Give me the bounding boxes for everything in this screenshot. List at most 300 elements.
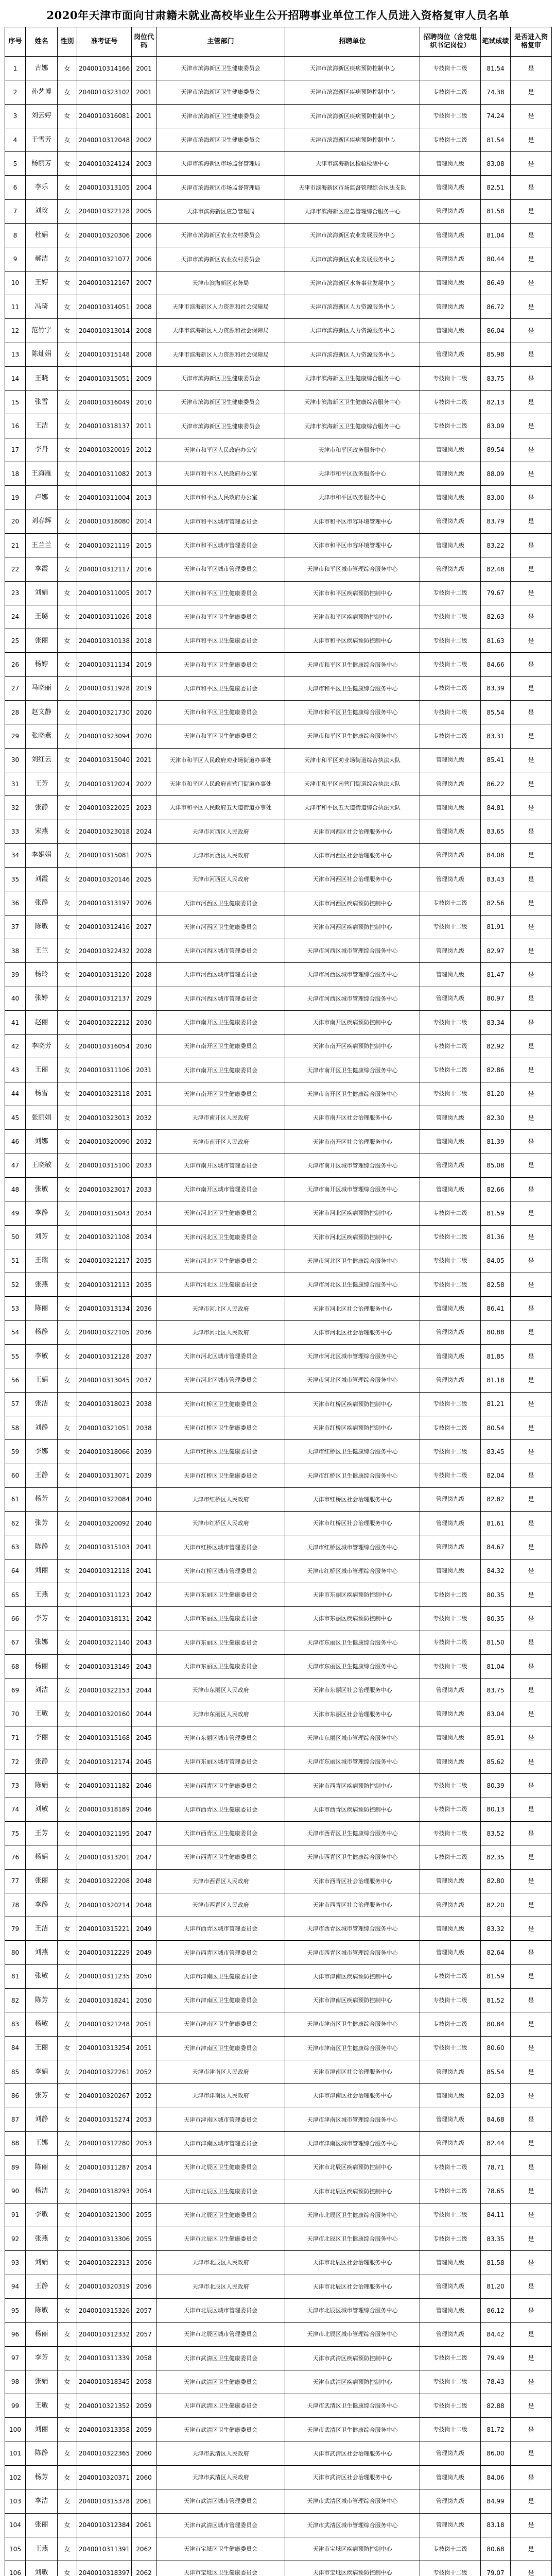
ticket-number-cell: 2040010312137 [77,987,132,1010]
position-code-cell: 2005 [132,199,157,223]
employer-cell: 天津市和平区疾病预防控制中心 [285,629,420,653]
score-cell: 82.66 [481,1177,511,1201]
score-cell: 80.84 [481,2012,511,2036]
score-cell: 86.12 [481,2298,511,2322]
department-cell: 天津市北辰区卫生健康委员会 [157,2156,285,2179]
ticket-number-cell: 2040010322025 [77,796,132,820]
score-cell: 81.21 [481,1392,511,1416]
department-cell: 天津市河西区人民政府 [157,868,285,891]
row-number-cell: 87 [5,2108,26,2131]
department-cell: 天津市和平区人民政府办公室 [157,438,285,462]
department-cell: 天津市南开区卫生健康委员会 [157,1058,285,1082]
department-cell: 天津市滨海新区水务局 [157,271,285,295]
gender-cell: 女 [58,2227,77,2251]
review-status-cell: 是 [511,605,552,629]
position-code-cell: 2060 [132,2465,157,2489]
table-row [5,653,552,676]
ticket-number-cell: 2040010311339 [77,2346,132,2370]
review-status-cell: 是 [511,1559,552,1583]
employer-cell: 天津市东丽区城市管理综合服务中心 [285,1726,420,1750]
review-status-cell: 是 [511,1726,552,1750]
position-cell: 管理岗九级 [420,462,481,486]
position-code-cell: 2051 [132,2012,157,2036]
document-title: 2020年天津市面向甘肃籍未就业高校毕业生公开招聘事业单位工作人员进入资格复审人员名单 [46,9,510,22]
review-status-cell: 是 [511,391,552,414]
review-status-cell: 是 [511,2108,552,2131]
name-cell: 范竹宇 [26,319,58,343]
position-code-cell: 2041 [132,1559,157,1583]
name-cell: 王静 [26,1464,58,1487]
position-cell: 专技岗十二级 [420,1249,481,1273]
position-cell: 专技岗十二级 [420,1583,481,1607]
review-status-cell: 是 [511,748,552,772]
score-cell: 81.58 [481,2251,511,2275]
row-number-cell: 33 [5,820,26,843]
score-cell: 86.22 [481,772,511,795]
ticket-number-cell: 2040010313105 [77,176,132,199]
position-code-cell: 2031 [132,1058,157,1082]
review-status-cell: 是 [511,724,552,748]
score-cell: 84.05 [481,1249,511,1273]
ticket-number-cell: 2040010316054 [77,1035,132,1058]
review-status-cell: 是 [511,104,552,128]
name-cell: 王丽 [26,1058,58,1082]
position-cell: 专技岗十二级 [420,2179,481,2203]
score-cell: 83.79 [481,510,511,533]
gender-cell: 女 [58,295,77,318]
ticket-number-cell: 2040010322365 [77,2442,132,2465]
employer-cell: 天津市滨海新区卫生健康综合服务中心 [285,366,420,390]
score-cell: 84.66 [481,653,511,676]
employer-cell: 天津市滨海新区市场监督管理综合执法支队 [285,176,420,199]
department-cell: 天津市和平区卫生健康委员会 [157,581,285,605]
name-cell: 王洁 [26,1917,58,1941]
position-cell: 管理岗九级 [420,748,481,772]
name-cell: 王静 [26,2275,58,2298]
name-cell: 杨婷 [26,653,58,676]
review-status-cell: 是 [511,557,552,581]
gender-cell: 女 [58,2131,77,2155]
position-cell: 管理岗九级 [420,152,481,176]
row-number-cell: 47 [5,1154,26,1177]
employer-cell: 天津市滨海新区农业发展服务中心 [285,247,420,271]
table-row [5,1130,552,1154]
gender-cell: 女 [58,2179,77,2203]
position-code-cell: 2048 [132,1893,157,1917]
review-status-cell: 是 [511,1964,552,1988]
row-number-cell: 23 [5,581,26,605]
name-cell: 王晓 [26,366,58,390]
table-row [5,605,552,629]
position-code-cell: 2039 [132,1440,157,1464]
ticket-number-cell: 2040010313071 [77,1464,132,1487]
row-number-cell: 29 [5,724,26,748]
review-status-cell: 是 [511,1487,552,1511]
department-cell: 天津市武清区城市管理委员会 [157,2489,285,2513]
position-cell: 专技岗十二级 [420,2561,481,2576]
table-row [5,57,552,80]
department-cell: 天津市滨海新区卫生健康委员会 [157,391,285,414]
row-number-cell: 82 [5,1989,26,2012]
ticket-number-cell: 2040010323018 [77,820,132,843]
name-cell: 李晓芳 [26,1035,58,1058]
name-cell: 杨雪 [26,1082,58,1106]
ticket-number-cell: 2040010312384 [77,2513,132,2537]
table-row [5,2060,552,2083]
row-number-cell: 46 [5,1130,26,1154]
gender-cell: 女 [58,2537,77,2561]
ticket-number-cell: 2040010318189 [77,1798,132,1821]
table-row [5,152,552,176]
row-number-cell: 34 [5,843,26,867]
position-cell: 管理岗九级 [420,271,481,295]
row-number-cell: 96 [5,2323,26,2346]
name-cell: 张丽 [26,1869,58,1893]
review-status-cell: 是 [511,271,552,295]
ticket-number-cell: 2040010311026 [77,605,132,629]
table-row [5,987,552,1010]
row-number-cell: 44 [5,1082,26,1106]
review-status-cell: 是 [511,963,552,987]
table-row [5,224,552,247]
position-cell: 管理岗九级 [420,199,481,223]
name-cell: 李静 [26,1893,58,1917]
name-cell: 张丽 [26,629,58,653]
gender-cell: 女 [58,2036,77,2060]
table-row [5,1821,552,1845]
department-cell: 天津市滨海新区卫生健康委员会 [157,104,285,128]
department-cell: 天津市津南区卫生健康委员会 [157,2012,285,2036]
review-status-cell: 是 [511,2060,552,2083]
score-cell: 80.35 [481,1607,511,1631]
position-code-cell: 2058 [132,2370,157,2394]
gender-cell: 女 [58,1750,77,1774]
gender-cell: 女 [58,1798,77,1821]
review-status-cell: 是 [511,915,552,939]
review-status-cell: 是 [511,199,552,223]
score-cell: 83.18 [481,2513,511,2537]
row-number-cell: 69 [5,1679,26,1702]
table-row [5,247,552,271]
position-cell: 管理岗九级 [420,2108,481,2131]
gender-cell: 女 [58,1368,77,1392]
department-cell: 天津市北辰区人民政府 [157,2275,285,2298]
employer-cell: 天津市河北区社会治理服务中心 [285,1320,420,1344]
table-body [5,57,552,2576]
employer-cell: 天津市西青区疾病预防控制中心 [285,1798,420,1821]
name-cell: 杨洁 [26,2179,58,2203]
review-status-cell: 是 [511,891,552,915]
gender-cell: 女 [58,1583,77,1607]
department-cell: 天津市滨海新区人力资源和社会保障局 [157,319,285,343]
review-status-cell: 是 [511,224,552,247]
score-cell: 81.20 [481,2275,511,2298]
review-status-cell: 是 [511,2084,552,2108]
score-cell: 79.67 [481,581,511,605]
employer-cell: 天津市东丽区疾病预防控制中心 [285,1607,420,1631]
score-cell: 83.22 [481,533,511,557]
row-number-cell: 67 [5,1631,26,1654]
review-status-cell: 是 [511,462,552,486]
gender-cell: 女 [58,1774,77,1798]
table-row [5,2036,552,2060]
table-row [5,2012,552,2036]
ticket-number-cell: 2040010323013 [77,1106,132,1130]
gender-cell: 女 [58,1631,77,1654]
table-row [5,176,552,199]
review-status-cell: 是 [511,414,552,438]
review-status-cell: 是 [511,1416,552,1439]
ticket-number-cell: 2040010312024 [77,772,132,795]
row-number-cell: 68 [5,1654,26,1678]
review-status-cell: 是 [511,2012,552,2036]
table-row [5,557,552,581]
employer-cell: 天津市和平区南营门街道综合执法大队 [285,772,420,795]
score-cell: 82.64 [481,1941,511,1964]
gender-cell: 女 [58,701,77,724]
row-number-cell: 40 [5,987,26,1010]
review-status-cell: 是 [511,1750,552,1774]
review-status-cell: 是 [511,80,552,104]
employer-cell: 天津市红桥区卫生健康综合服务中心 [285,1440,420,1464]
employer-cell: 天津市武清区城市管理综合服务中心 [285,2489,420,2513]
gender-cell: 女 [58,724,77,748]
name-cell: 王娟 [26,1368,58,1392]
gender-cell: 女 [58,1559,77,1583]
department-cell: 天津市西青区人民政府 [157,1893,285,1917]
position-cell: 管理岗九级 [420,1869,481,1893]
department-cell: 天津市河西区城市管理委员会 [157,939,285,962]
score-cell: 83.75 [481,366,511,390]
score-cell: 82.03 [481,2084,511,2108]
name-cell: 张晓燕 [26,724,58,748]
name-cell: 赵丽 [26,1010,58,1034]
review-status-cell: 是 [511,128,552,151]
position-code-cell: 2003 [132,152,157,176]
position-cell: 专技岗十二级 [420,701,481,724]
score-cell: 82.51 [481,176,511,199]
row-number-cell: 4 [5,128,26,151]
position-cell: 专技岗十二级 [420,605,481,629]
table-row [5,319,552,343]
gender-cell: 女 [58,653,77,676]
row-number-cell: 1 [5,57,26,80]
review-status-cell: 是 [511,843,552,867]
gender-cell: 女 [58,2561,77,2576]
score-cell: 81.04 [481,1654,511,1678]
department-cell: 天津市南开区卫生健康委员会 [157,1010,285,1034]
name-cell: 刘丽 [26,1559,58,1583]
department-cell: 天津市滨海新区农业农村委员会 [157,224,285,247]
table-row [5,2442,552,2465]
name-cell: 张洁 [26,1392,58,1416]
gender-cell: 女 [58,820,77,843]
gender-cell: 女 [58,772,77,795]
header-cell: 姓名 [26,27,58,57]
department-cell: 天津市和平区卫生健康委员会 [157,676,285,700]
gender-cell: 女 [58,510,77,533]
row-number-cell: 60 [5,1464,26,1487]
ticket-number-cell: 2040010315148 [77,343,132,366]
position-cell: 专技岗十二级 [420,1201,481,1225]
position-code-cell: 2051 [132,2036,157,2060]
position-code-cell: 2037 [132,1368,157,1392]
name-cell: 张芳 [26,1512,58,1535]
table-row [5,462,552,486]
department-cell: 天津市滨海新区人力资源和社会保障局 [157,295,285,318]
score-cell: 82.04 [481,1464,511,1487]
ticket-number-cell: 2040010314051 [77,295,132,318]
position-cell: 专技岗十二级 [420,1654,481,1678]
score-cell: 82.88 [481,2394,511,2418]
department-cell: 天津市西青区卫生健康委员会 [157,1798,285,1821]
employer-cell: 天津市滨海新区人力资源服务中心 [285,295,420,318]
position-cell: 管理岗九级 [420,1297,481,1320]
employer-cell: 天津市和平区疾病预防控制中心 [285,605,420,629]
department-cell: 天津市西青区卫生健康委员会 [157,1821,285,1845]
position-cell: 管理岗九级 [420,319,481,343]
row-number-cell: 89 [5,2156,26,2179]
employer-cell: 天津市红桥区疾病预防控制中心 [285,1416,420,1439]
gender-cell: 女 [58,1416,77,1439]
name-cell: 王敏 [26,2394,58,2418]
review-status-cell: 是 [511,1320,552,1344]
position-cell: 专技岗十二级 [420,2227,481,2251]
row-number-cell: 38 [5,939,26,962]
score-cell: 81.91 [481,915,511,939]
position-code-cell: 2029 [132,987,157,1010]
gender-cell: 女 [58,1702,77,1726]
department-cell: 天津市西青区城市管理委员会 [157,1917,285,1941]
employer-cell: 天津市河北区社会治理服务中心 [285,1297,420,1320]
review-status-cell: 是 [511,2489,552,2513]
gender-cell: 女 [58,1225,77,1249]
position-code-cell: 2036 [132,1320,157,1344]
position-code-cell: 2022 [132,772,157,795]
department-cell: 天津市和平区城市管理委员会 [157,510,285,533]
gender-cell: 女 [58,2394,77,2418]
review-status-cell: 是 [511,1058,552,1082]
review-status-cell: 是 [511,868,552,891]
position-cell: 管理岗九级 [420,2489,481,2513]
table-row [5,891,552,915]
score-cell: 85.62 [481,1750,511,1774]
department-cell: 天津市北辰区卫生健康委员会 [157,2179,285,2203]
position-cell: 专技岗十二级 [420,891,481,915]
table-row [5,438,552,462]
ticket-number-cell: 2040010320306 [77,224,132,247]
department-cell: 天津市东丽区城市管理委员会 [157,1726,285,1750]
row-number-cell: 61 [5,1487,26,1511]
position-cell: 专技岗十二级 [420,1774,481,1798]
review-status-cell: 是 [511,2370,552,2394]
gender-cell: 女 [58,2275,77,2298]
ticket-number-cell: 2040010318066 [77,1440,132,1464]
row-number-cell: 102 [5,2465,26,2489]
row-number-cell: 7 [5,199,26,223]
ticket-number-cell: 2040010322208 [77,1869,132,1893]
gender-cell: 女 [58,2418,77,2442]
position-code-cell: 2011 [132,414,157,438]
row-number-cell: 26 [5,653,26,676]
department-cell: 天津市和平区城市管理委员会 [157,557,285,581]
position-code-cell: 2024 [132,820,157,843]
score-cell: 81.54 [481,57,511,80]
table-row [5,1201,552,1225]
position-code-cell: 2018 [132,605,157,629]
department-cell: 天津市滨海新区人力资源和社会保障局 [157,343,285,366]
gender-cell: 女 [58,581,77,605]
row-number-cell: 14 [5,366,26,390]
score-cell: 82.20 [481,1893,511,1917]
ticket-number-cell: 2040010320019 [77,438,132,462]
ticket-number-cell: 2040010321051 [77,1416,132,1439]
gender-cell: 女 [58,1917,77,1941]
department-cell: 天津市红桥区卫生健康委员会 [157,1464,285,1487]
review-status-cell: 是 [511,987,552,1010]
department-cell: 天津市和平区卫生健康委员会 [157,629,285,653]
table-row [5,963,552,987]
row-number-cell: 95 [5,2298,26,2322]
row-number-cell: 70 [5,1702,26,1726]
ticket-number-cell: 2040010322128 [77,199,132,223]
ticket-number-cell: 2040010313120 [77,963,132,987]
table-row [5,2227,552,2251]
employer-cell: 天津市红桥区社会治理服务中心 [285,1512,420,1535]
ticket-number-cell: 2040010318397 [77,2561,132,2576]
row-number-cell: 63 [5,1535,26,1559]
employer-cell: 天津市和平区政务服务中心 [285,438,420,462]
position-cell: 管理岗九级 [420,1941,481,1964]
review-status-cell: 是 [511,701,552,724]
department-cell: 天津市红桥区人民政府 [157,1487,285,1511]
department-cell: 天津市滨海新区市场监督管理局 [157,176,285,199]
row-number-cell: 37 [5,915,26,939]
name-cell: 李静 [26,1201,58,1225]
score-cell: 80.13 [481,1798,511,1821]
ticket-number-cell: 2040010320160 [77,1702,132,1726]
department-cell: 天津市北辰区卫生健康委员会 [157,2203,285,2227]
department-cell: 天津市和平区人民政府劝业场街道办事处 [157,748,285,772]
gender-cell: 女 [58,438,77,462]
row-number-cell: 85 [5,2060,26,2083]
gender-cell: 女 [58,605,77,629]
review-status-cell: 是 [511,1297,552,1320]
department-cell: 天津市和平区卫生健康委员会 [157,701,285,724]
department-cell: 天津市滨海新区农业农村委员会 [157,247,285,271]
name-cell: 冯琦 [26,295,58,318]
employer-cell: 天津市河西区城市管理综合服务中心 [285,987,420,1010]
gender-cell: 女 [58,2465,77,2489]
review-status-cell: 是 [511,676,552,700]
score-cell: 81.54 [481,128,511,151]
score-cell: 86.72 [481,295,511,318]
name-cell: 杨静 [26,1320,58,1344]
position-code-cell: 2053 [132,2108,157,2131]
gender-cell: 女 [58,2513,77,2537]
position-code-cell: 2020 [132,724,157,748]
department-cell: 天津市滨海新区卫生健康委员会 [157,57,285,80]
ticket-number-cell: 2040010321108 [77,1225,132,1249]
department-cell: 天津市和平区人民政府办公室 [157,486,285,510]
department-cell: 天津市和平区人民政府五大道街道办事处 [157,796,285,820]
position-cell: 专技岗十二级 [420,1225,481,1249]
score-cell: 86.00 [481,2442,511,2465]
score-cell: 85.98 [481,343,511,366]
position-cell: 管理岗九级 [420,2442,481,2465]
table-row [5,1798,552,1821]
score-cell: 84.42 [481,2323,511,2346]
